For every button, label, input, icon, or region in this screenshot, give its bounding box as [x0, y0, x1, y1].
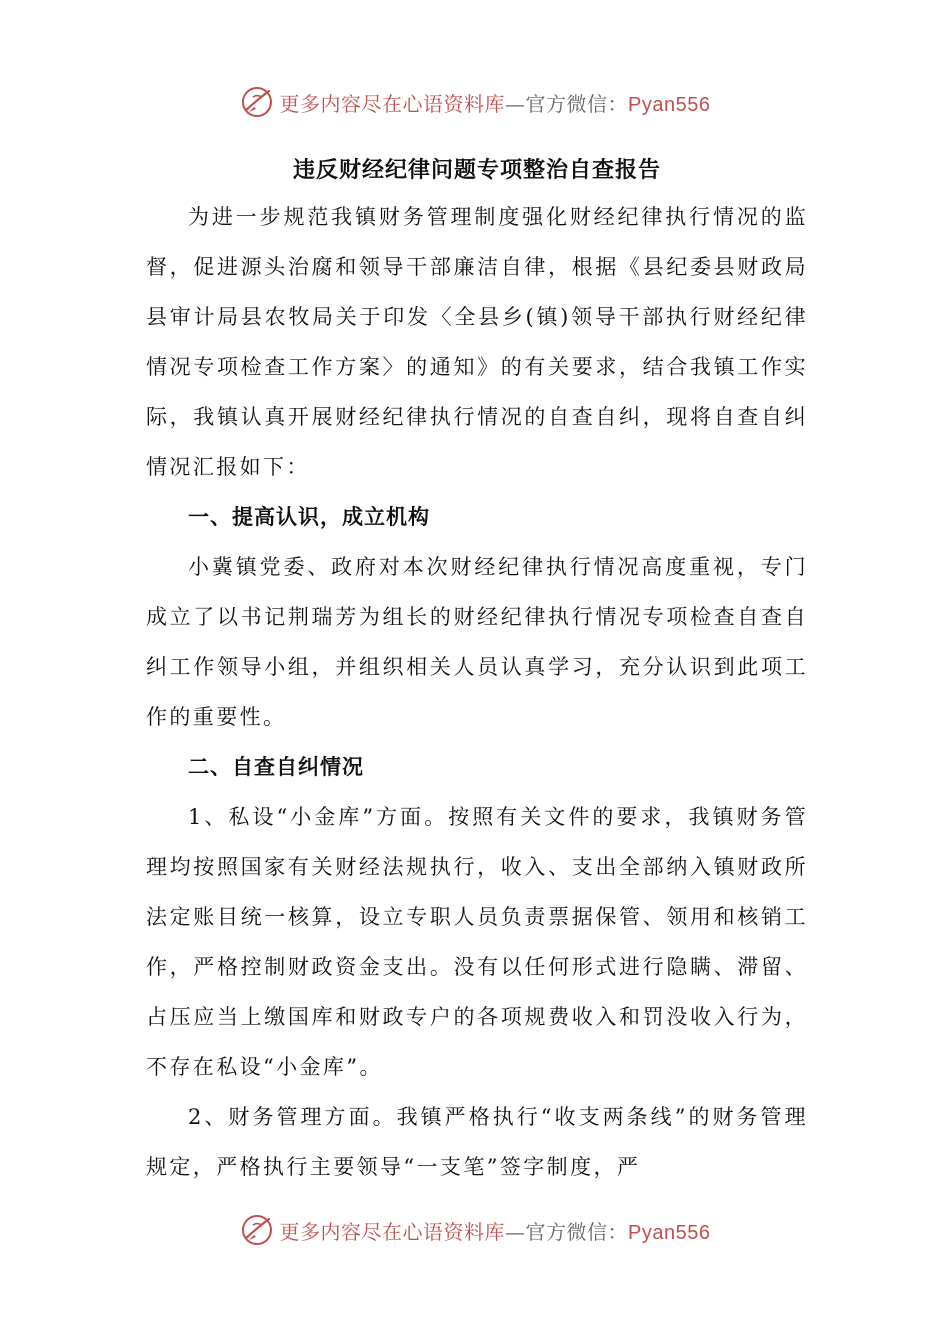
watermark-wechat-label: —官方微信：	[505, 91, 629, 116]
section-heading-1: 一、提高认识，成立机构	[188, 504, 430, 529]
header-watermark-banner	[0, 80, 950, 124]
section-1-paragraph: 小冀镇党委、政府对本次财经纪律执行情况高度重视，专门成立了以书记荆瑞芳为组长的财经纪律执行情况专项检查自查自纠工作领导小组，并组织相关人员认真学习，充分认识到此项工作的重要性。	[146, 555, 808, 729]
item-1-paragraph: 1、私设“小金库”方面。按照有关文件的要求，我镇财务管理均按照国家有关财经法规执行，收入、支出全部纳入镇财政所法定账目统一核算，设立专职人员负责票据保管、领用和核销工作，严格控制财政资金支出。没有以任何形式进行隐瞒、滞留、占压应当上缴国库和财政专户的各项规费收入和罚没收入行为，不存在私设“小金库”。	[146, 805, 808, 1079]
watermark-brand: 更多内容尽在心语资料库	[279, 91, 506, 116]
pen-circle-logo-icon	[240, 85, 274, 119]
watermark-wechat-id: Pyan556	[628, 1221, 711, 1244]
watermark-wechat-id: Pyan556	[628, 93, 711, 116]
pen-circle-logo-icon	[240, 1213, 274, 1247]
watermark-text	[280, 1216, 711, 1245]
item-2-paragraph: 2、财务管理方面。我镇严格执行“收支两条线”的财务管理规定，严格执行主要领导“一支笔”签字制度，严	[146, 1105, 808, 1179]
footer-watermark-banner	[0, 1208, 950, 1252]
document-title: 违反财经纪律问题专项整治自查报告	[292, 157, 661, 183]
watermark-brand: 更多内容尽在心语资料库	[279, 1219, 506, 1244]
watermark-text	[280, 88, 711, 117]
intro-paragraph: 为进一步规范我镇财务管理制度强化财经纪律执行情况的监督，促进源头治腐和领导干部廉洁自律，根据《县纪委县财政局县审计局县农牧局关于印发〈全县乡(镇)领导干部执行财经纪律情况专项检查工作方案〉的通知》的有关要求，结合我镇工作实际，我镇认真开展财经纪律执行情况的自查自纠，现将自查自纠情况汇报如下：	[146, 205, 808, 479]
section-heading-2: 二、自查自纠情况	[188, 754, 364, 779]
document-body	[146, 148, 808, 1192]
watermark-wechat-label: —官方微信：	[505, 1219, 629, 1244]
